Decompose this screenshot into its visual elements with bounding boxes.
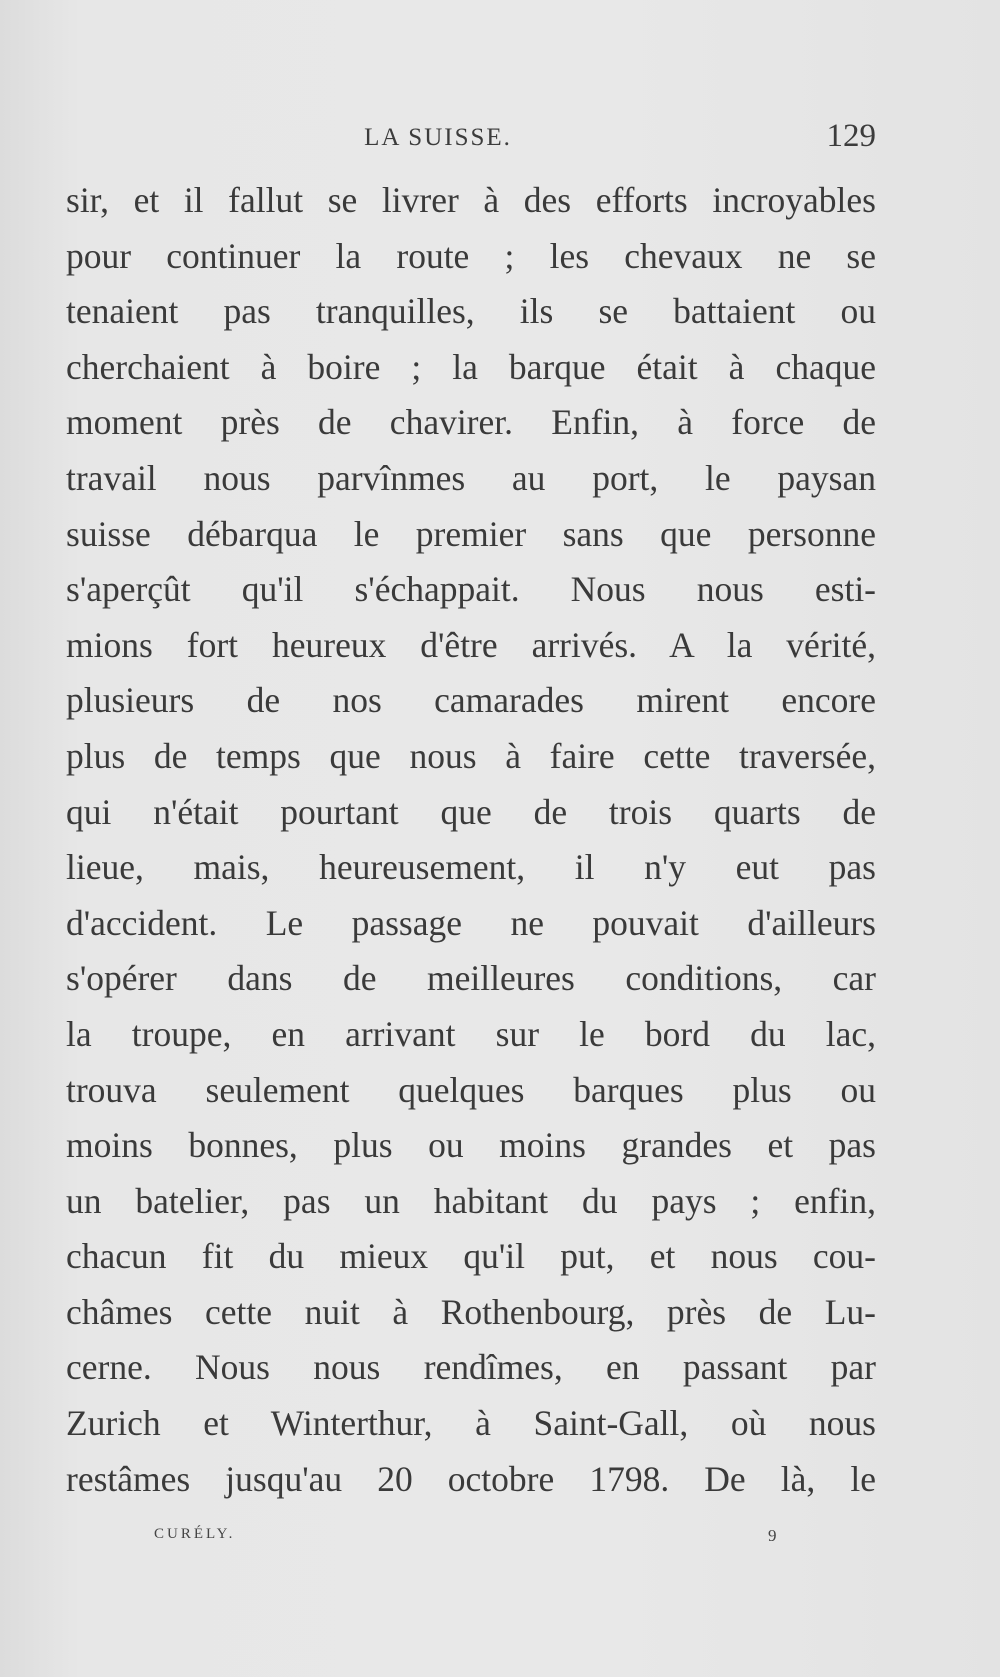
running-title: LA SUISSE. bbox=[364, 124, 512, 151]
text-line: cherchaient à boire ; la barque était à chaque bbox=[66, 346, 876, 387]
text-line: trouva seulement quelques barques plus ou bbox=[66, 1069, 876, 1110]
running-head bbox=[66, 118, 876, 158]
text-line: s'aperçût qu'il s'échappait. Nous nous esti- bbox=[66, 569, 876, 610]
text-line: sir, et il fallut se livrer à des efforts incroyables bbox=[66, 180, 876, 220]
text-line: moment près de chavirer. Enfin, à force de bbox=[66, 402, 876, 443]
signature-number: 9 bbox=[768, 1526, 777, 1545]
text-line: d'accident. Le passage ne pouvait d'ailleurs bbox=[66, 902, 876, 943]
text-line: châmes cette nuit à Rothenbourg, près de Lu- bbox=[66, 1291, 876, 1332]
text-line: s'opérer dans de meilleures conditions, car bbox=[66, 958, 876, 999]
text-line: pour continuer la route ; les chevaux ne se bbox=[66, 235, 876, 276]
text-line: la troupe, en arrivant sur le bord du lac, bbox=[66, 1013, 876, 1054]
page-number: 129 bbox=[826, 118, 876, 154]
text-line: cerne. Nous nous rendîmes, en passant par bbox=[66, 1347, 876, 1388]
text-line: restâmes jusqu'au 20 octobre 1798. De là, le bbox=[66, 1458, 876, 1499]
text-line: moins bonnes, plus ou moins grandes et pas bbox=[66, 1125, 876, 1166]
text-line: suisse débarqua le premier sans que personne bbox=[66, 513, 876, 554]
text-line: plus de temps que nous à faire cette traversée, bbox=[66, 735, 876, 776]
text-line: mions fort heureux d'être arrivés. A la vérité, bbox=[66, 624, 876, 665]
body-text bbox=[66, 173, 876, 1507]
text-line: plusieurs de nos camarades mirent encore bbox=[66, 680, 876, 721]
page-footer bbox=[66, 1526, 876, 1556]
text-line: tenaient pas tranquilles, ils se battaient ou bbox=[66, 291, 876, 332]
signature-mark: CURÉLY. bbox=[154, 1526, 236, 1542]
text-line: chacun fit du mieux qu'il put, et nous cou- bbox=[66, 1236, 876, 1277]
text-line: Zurich et Winterthur, à Saint-Gall, où nous bbox=[66, 1403, 876, 1444]
text-line: lieue, mais, heureusement, il n'y eut pas bbox=[66, 847, 876, 888]
text-line: travail nous parvînmes au port, le paysan bbox=[66, 457, 876, 498]
text-line: un batelier, pas un habitant du pays ; enfin, bbox=[66, 1180, 876, 1221]
text-line: qui n'était pourtant que de trois quarts de bbox=[66, 791, 876, 832]
